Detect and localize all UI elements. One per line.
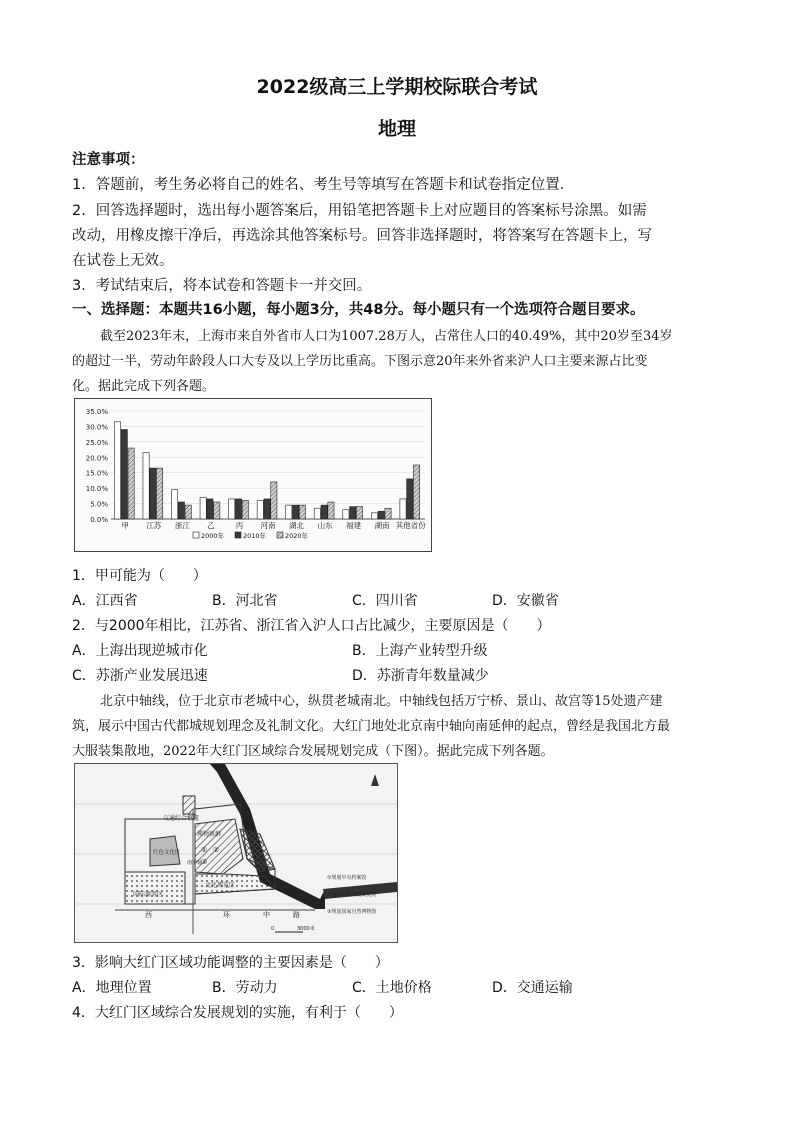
map-legend-2: ②规划首都规划展览馆 bbox=[327, 892, 377, 898]
q4-stem: 4．大红门区域综合发展规划的实施，有利于（ ） bbox=[72, 1005, 403, 1021]
q2-option-c: C．苏浙产业发展迅速 bbox=[72, 668, 208, 684]
bar-2010年 bbox=[321, 505, 327, 519]
map-legend-3: ③规划国家自然博物馆 bbox=[327, 909, 377, 915]
bar-2010年 bbox=[292, 505, 298, 519]
bar-2000年 bbox=[143, 453, 149, 519]
map-label-culture: 文化博览区 bbox=[205, 882, 236, 889]
map-legend-1: ①规划中央档案馆 bbox=[327, 875, 367, 881]
bar-2000年 bbox=[200, 497, 206, 519]
map-label-intl: 国际商务区 bbox=[133, 891, 164, 898]
bar-2000年 bbox=[172, 490, 178, 519]
bar-2000年 bbox=[400, 499, 406, 519]
intl-zone bbox=[125, 872, 185, 904]
scale-label: 3000米 bbox=[297, 926, 315, 932]
bar-2000年 bbox=[314, 508, 320, 519]
x-tick-label: 湖南 bbox=[374, 521, 390, 530]
q3-stem: 3．影响大红门区域功能调整的主要因素是（ ） bbox=[72, 955, 389, 971]
bar-2000年 bbox=[371, 513, 377, 519]
y-tick-label: 10.0% bbox=[85, 485, 108, 494]
map-marker-1: ① bbox=[201, 846, 208, 854]
bar-2020年 bbox=[214, 502, 220, 519]
y-tick-label: 25.0% bbox=[85, 438, 108, 447]
q2-option-d: D．苏浙青年数量减少 bbox=[352, 668, 489, 684]
x-tick-label: 河南 bbox=[260, 521, 276, 530]
bar-2010年 bbox=[178, 502, 184, 519]
x-tick-label: 江苏 bbox=[146, 521, 162, 530]
legend-label: 2020年 bbox=[285, 532, 309, 540]
legend-label: 2010年 bbox=[243, 532, 267, 540]
q1-option-b: B．河北省 bbox=[212, 593, 278, 609]
x-tick-label: 甲 bbox=[121, 521, 130, 530]
y-tick-label: 20.0% bbox=[85, 454, 108, 463]
exam-title: 2022级高三上学期校际联合考试 bbox=[256, 76, 538, 98]
notes-heading: 注意事项： bbox=[72, 152, 145, 168]
x-tick-label: 丙 bbox=[235, 521, 244, 530]
x-tick-label: 山东 bbox=[317, 521, 333, 530]
bar-2020年 bbox=[128, 448, 134, 519]
legend-swatch bbox=[235, 532, 241, 538]
q2-stem: 2．与2000年相比，江苏省、浙江省入沪人口占比减少，主要原因是（ ） bbox=[72, 618, 551, 634]
x-tick-label: 福建 bbox=[346, 521, 362, 530]
bar-2020年 bbox=[356, 507, 362, 519]
bar-2010年 bbox=[121, 430, 127, 519]
map-road-ring: 环 bbox=[223, 911, 230, 919]
passage1-line2: 的超过一半，劳动年龄段人口大专及以上学历比重高。下图示意20年来外省来沪人口主要来源占比变 bbox=[72, 354, 648, 369]
map-marker-2: ② bbox=[213, 846, 220, 854]
map-road-mid: 中 bbox=[263, 911, 270, 919]
y-tick-label: 35.0% bbox=[85, 408, 108, 416]
passage2-line2: 筑，展示中国古代都城规划理念及礼制文化。大红门地处北京南中轴向南延伸的起点，曾经是我国北方最 bbox=[72, 719, 671, 734]
q2-option-b: B．上海产业转型升级 bbox=[352, 643, 488, 659]
x-tick-label: 浙江 bbox=[174, 521, 190, 530]
chart-svg bbox=[75, 399, 431, 551]
q1-option-a: A．江西省 bbox=[72, 593, 138, 609]
q3-option-a: A．地理位置 bbox=[72, 980, 152, 996]
passage2-line3: 大服装集散地，2022年大红门区域综合发展规划完成（下图）。据此完成下列各题。 bbox=[72, 744, 554, 759]
bar-2020年 bbox=[413, 465, 419, 519]
x-tick-label: 其他省份 bbox=[395, 521, 426, 530]
map-label-museum: 博物馆群 bbox=[197, 831, 222, 838]
map-road-road: 路 bbox=[293, 911, 300, 919]
q1-stem: 1．甲可能为（ ） bbox=[72, 568, 207, 584]
bar-2000年 bbox=[343, 510, 349, 519]
y-tick-label: 15.0% bbox=[85, 469, 108, 478]
bar-2010年 bbox=[235, 499, 241, 519]
bar-2000年 bbox=[229, 499, 235, 519]
bar-2010年 bbox=[350, 507, 356, 519]
bar-2020年 bbox=[299, 505, 305, 519]
section-heading: 一、选择题：本题共16小题，每小题3分，共48分。每小题只有一个选项符合题目要求。 bbox=[72, 302, 645, 318]
bar-2020年 bbox=[242, 500, 248, 519]
q3-option-b: B．劳动力 bbox=[212, 980, 278, 996]
bar-2000年 bbox=[257, 500, 263, 519]
bar-2000年 bbox=[114, 422, 120, 519]
bar-2010年 bbox=[407, 479, 413, 519]
bar-2020年 bbox=[271, 482, 277, 519]
bar-2010年 bbox=[150, 468, 156, 519]
y-tick-label: 30.0% bbox=[85, 423, 108, 432]
map-label-red: 红色文化区 bbox=[153, 850, 181, 856]
map-road-west: 西 bbox=[145, 911, 152, 919]
map-marker-3: ③ bbox=[201, 858, 208, 866]
bar-2010年 bbox=[207, 499, 213, 519]
map-label-nanzhou: 南中轴 bbox=[187, 860, 203, 866]
bar-2010年 bbox=[264, 499, 270, 519]
q1-option-c: C．四川省 bbox=[352, 593, 418, 609]
dahongmen-plan-map bbox=[74, 763, 398, 943]
q2-option-a: A．上海出现逆城市化 bbox=[72, 643, 208, 659]
note-item-3: 3．考试结束后，将本试卷和答题卡一并交回。 bbox=[72, 278, 372, 294]
x-tick-label: 湖北 bbox=[289, 521, 305, 530]
bar-2020年 bbox=[157, 468, 163, 519]
bar-2020年 bbox=[328, 502, 334, 519]
q1-option-d: D．安徽省 bbox=[492, 593, 559, 609]
passage2-line1: 北京中轴线，位于北京市老城中心，纵贯老城南北。中轴线包括万宁桥、景山、故宫等15处遗产建 bbox=[100, 694, 663, 709]
note-item-2: 2．回答选择题时，选出每小题答案后，用铅笔把答题卡上对应题目的答案标号涂黑。如需 bbox=[72, 203, 647, 219]
bar-2000年 bbox=[286, 505, 292, 519]
population-source-chart bbox=[74, 398, 432, 552]
note-item-2-cont2: 在试卷上无效。 bbox=[72, 253, 174, 269]
scale-zero: 0 bbox=[271, 926, 275, 932]
east-strip bbox=[240, 829, 275, 872]
passage1-line1: 截至2023年末，上海市来自外省市人口为1007.28万人，占常住人口的40.49%，其中20岁至34岁 bbox=[100, 329, 673, 344]
passage1-line3: 化。据此完成下列各题。 bbox=[72, 379, 216, 394]
legend-swatch bbox=[193, 532, 199, 538]
bar-2020年 bbox=[185, 505, 191, 519]
bar-2010年 bbox=[378, 511, 384, 519]
map-label-hub: 交通综合枢纽 bbox=[163, 815, 200, 822]
q3-option-d: D．交通运输 bbox=[492, 980, 573, 996]
legend-label: 2000年 bbox=[201, 532, 225, 540]
bar-2020年 bbox=[385, 508, 391, 519]
y-tick-label: 0.0% bbox=[90, 516, 108, 524]
y-tick-label: 5.0% bbox=[90, 500, 108, 509]
map-svg bbox=[75, 764, 397, 942]
note-item-2-cont: 改动，用橡皮擦干净后，再选涂其他答案标号。回答非选择题时，将答案写在答题卡上，写 bbox=[72, 228, 652, 244]
x-tick-label: 乙 bbox=[207, 521, 215, 530]
subject-title: 地理 bbox=[377, 118, 416, 140]
north-arrow-icon bbox=[371, 774, 379, 786]
q3-option-c: C．土地价格 bbox=[352, 980, 432, 996]
note-item-1: 1．答题前，考生务必将自己的姓名、考生号等填写在答题卡和试卷指定位置． bbox=[72, 177, 575, 193]
legend-swatch bbox=[277, 532, 283, 538]
